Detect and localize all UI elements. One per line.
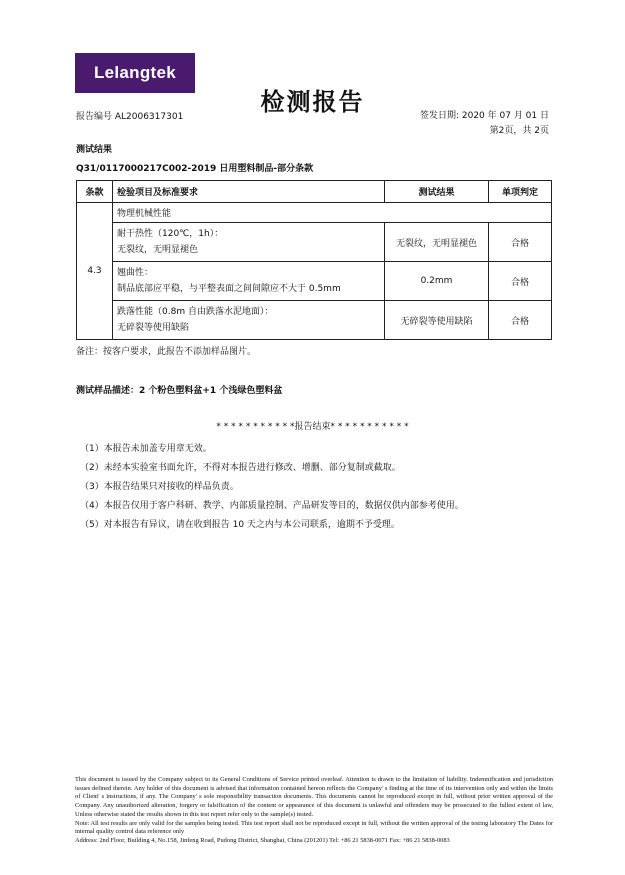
table-row <box>77 203 552 223</box>
table-row <box>77 262 552 301</box>
table-header-row <box>77 181 552 203</box>
verdict-cell: 合格 <box>489 223 552 262</box>
page-title: 检测报告 <box>260 87 365 116</box>
end-mark: * * * * * * * * * * *报告结束* * * * * * * * * * * <box>216 422 409 432</box>
remark: 备注：按客户要求，此报告不添加样品图片。 <box>76 347 257 357</box>
report-number: 报告编号 AL2006317301 <box>76 112 184 122</box>
footer-disclaimer <box>75 776 553 846</box>
requirement-line: 翘曲性： <box>117 268 154 278</box>
footer-address: Address: 2nd Floor, Building 4, No.158, Jinfeng Road, Pudong District, Shanghai, China (201201) Tel: +86 21 5838-0071 Fax: +86 21 5838-0083 <box>75 836 450 844</box>
issue-date: 签发日期: 2020 年 07 月 01 日 <box>419 111 549 121</box>
page-info: 第2页，共 2页 <box>489 126 549 136</box>
verdict-cell: 合格 <box>489 262 552 301</box>
result-cell: 无碎裂等使用缺陷 <box>385 301 489 340</box>
requirement-cell <box>113 301 385 340</box>
group-label: 物理机械性能 <box>113 203 552 223</box>
list-item: （3）本报告结果只对接收的样品负责。 <box>80 482 239 492</box>
table-row <box>77 223 552 262</box>
requirement-line: 无裂纹，无明显褪色 <box>117 245 199 255</box>
footer-paragraph: This document is issued by the Company subject to its General Conditions of Service printed overleaf. Attention is drawn to the limitation of liability. Indemnification and jurisdiction issues defined therein. Any holder of this document is advised that information contained hereon reflects the Company' s finding at the time of its intervention only and within the limits of Client' s instructions, if any. The Company' s sole responsibility transaction documents. This documents cannot be reproduced except in full, without prior written approval of the Company. Any unauthorized alteration, forgery or falsification of the content or appearance of this document is unlawful and offenders may be prosecuted to the fullest extent of law, Unless otherwise stated the results shown in this test report refer only to the sample(s) tested. <box>75 776 553 818</box>
notes-list <box>80 440 464 535</box>
result-cell: 无裂纹，无明显褪色 <box>385 223 489 262</box>
list-item: （4）本报告仅用于客户科研、教学、内部质量控制、产品研发等目的，数据仅供内部参考使用。 <box>80 501 464 511</box>
list-item: （1）本报告未加盖专用章无效。 <box>80 444 212 454</box>
list-item: （2）未经本实验室书面允许，不得对本报告进行修改、增删、部分复制或截取。 <box>80 463 401 473</box>
header-clause: 条款 <box>77 181 113 203</box>
header-result: 测试结果 <box>385 181 489 203</box>
footer-note: Note: All test results are only valid for the samples being tested. This test report shall not be reproduced except in full, without the written approval of the testing laboratory The Dates for internal quality control data reference only <box>75 819 553 836</box>
verdict-cell: 合格 <box>489 301 552 340</box>
header-verdict: 单项判定 <box>489 181 552 203</box>
standard-title: Q31/0117000217C002-2019 日用塑料制品-部分条款 <box>76 164 314 174</box>
header-requirement: 检验项目及标准要求 <box>113 181 385 203</box>
result-cell: 0.2mm <box>385 262 489 301</box>
results-table <box>76 180 552 340</box>
section-label: 测试结果 <box>76 145 113 155</box>
requirement-cell <box>113 262 385 301</box>
table-row <box>77 301 552 340</box>
requirement-line: 制品底部应平稳，与平整表面之间间隙应不大于 0.5mm <box>117 284 341 294</box>
sample-description: 测试样品描述：2 个粉色塑料盆+1 个浅绿色塑料盆 <box>76 386 283 396</box>
requirement-line: 耐干热性（120℃，1h）： <box>117 229 224 239</box>
company-logo: Lelangtek <box>75 53 195 93</box>
clause-cell: 4.3 <box>77 203 113 340</box>
requirement-cell <box>113 223 385 262</box>
requirement-line: 无碎裂等使用缺陷 <box>117 323 190 333</box>
requirement-line: 跌落性能（0.8m 自由跌落水泥地面）： <box>117 307 274 317</box>
list-item: （5）对本报告有异议，请在收到报告 10 天之内与本公司联系，逾期不予受理。 <box>80 520 400 530</box>
